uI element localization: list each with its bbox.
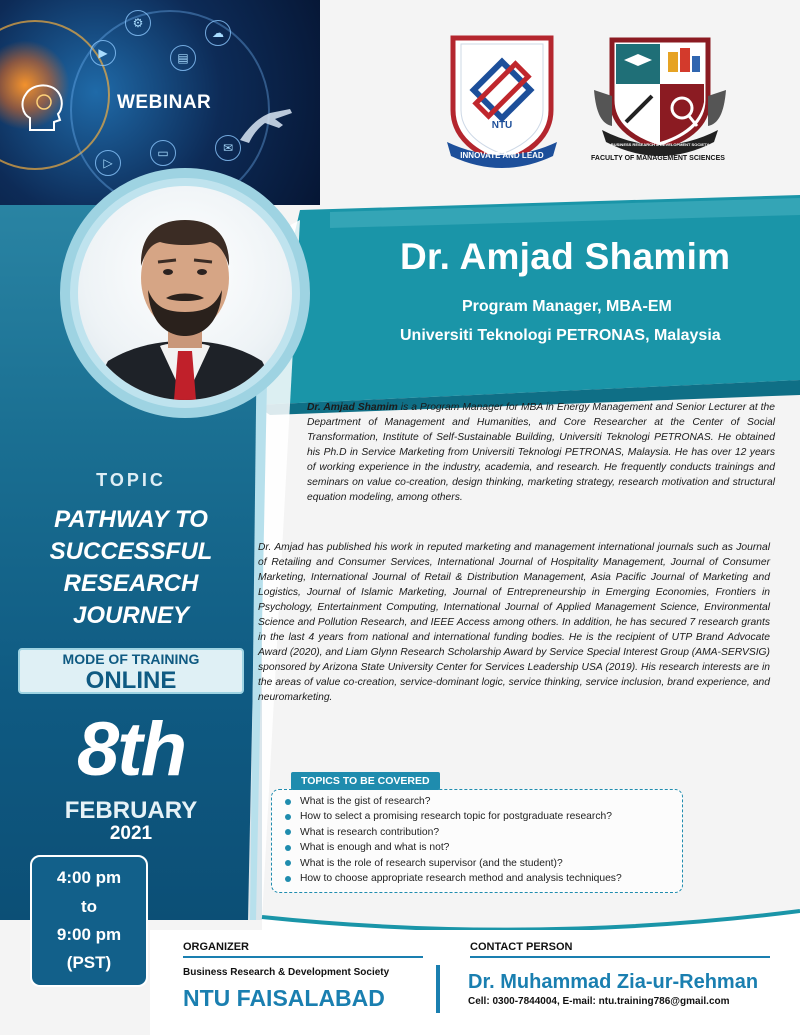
event-day: 8th xyxy=(77,707,185,792)
list-item xyxy=(285,794,622,809)
time-separator: to xyxy=(80,897,98,916)
list-item xyxy=(285,809,622,824)
hand-icon xyxy=(235,95,295,145)
speaker-photo xyxy=(78,186,292,400)
event-month: FEBRUARY xyxy=(64,797,198,824)
video-icon: ▶ xyxy=(90,40,116,66)
webinar-label: WEBINAR xyxy=(117,92,212,113)
topic-title-line: RESEARCH xyxy=(63,570,199,597)
topic-title-line: JOURNEY xyxy=(72,602,190,629)
ntu-logo-text: NTU xyxy=(491,120,513,131)
time-zone: (PST) xyxy=(66,953,112,972)
event-year: 2021 xyxy=(109,823,153,844)
list-item xyxy=(285,825,622,840)
contact-underline xyxy=(470,956,770,958)
fms-caption: FACULTY OF MANAGEMENT SCIENCES xyxy=(591,155,725,162)
chart-icon: ▤ xyxy=(170,45,196,71)
contact-label: CONTACT PERSON xyxy=(470,941,573,953)
contact-name: Dr. Muhammad Zia-ur-Rehman xyxy=(468,971,759,993)
speaker-name: Dr. Amjad Shamim xyxy=(400,236,731,277)
network-icon: ⚙ xyxy=(125,10,151,36)
training-mode-value: ONLINE xyxy=(85,667,177,694)
topic-text: What is research contribution? xyxy=(300,826,440,838)
topic-title-line: SUCCESSFUL xyxy=(49,538,213,565)
topics-title: TOPICS TO BE COVERED xyxy=(291,772,440,790)
contact-info: Cell: 0300-7844004, E-mail: ntu.training786@gmail.com xyxy=(468,996,730,1007)
speaker-portrait-icon xyxy=(78,186,292,400)
monitor-icon: ▭ xyxy=(150,140,176,166)
organizer-name: NTU FAISALABAD xyxy=(183,985,385,1011)
bullet-icon xyxy=(285,845,291,851)
organizer-society: Business Research & Development Society xyxy=(183,967,390,978)
topic-label: TOPIC xyxy=(96,470,166,490)
ntu-logo-motto: INNOVATE AND LEAD xyxy=(460,151,544,160)
organizer-underline xyxy=(183,956,423,958)
topics-list xyxy=(285,794,622,886)
training-mode-label: MODE OF TRAINING xyxy=(62,651,200,667)
list-item xyxy=(285,856,622,871)
bullet-icon xyxy=(285,860,291,866)
bullet-icon xyxy=(285,799,291,805)
speaker-photo-frame xyxy=(60,168,310,418)
list-item xyxy=(285,840,622,855)
bio-speaker-name: Dr. Amjad Shamim xyxy=(307,402,398,413)
organizer-label: ORGANIZER xyxy=(183,941,249,953)
bullet-icon xyxy=(285,814,291,820)
topic-text: What is the role of research supervisor (and the student)? xyxy=(300,857,563,869)
topic-title xyxy=(0,504,262,632)
fms-logo-ribbon: BUSINESS RESEARCH & DEVELOPMENT SOCIETY xyxy=(610,142,710,147)
bullet-icon xyxy=(285,829,291,835)
play-icon: ▷ xyxy=(95,150,121,176)
fms-logo xyxy=(590,30,730,160)
ntu-logo xyxy=(443,30,561,170)
topic-text: How to choose appropriate research method and analysis techniques? xyxy=(300,872,622,884)
bullet-icon xyxy=(285,876,291,882)
topic-title-line: PATHWAY TO xyxy=(54,506,208,533)
topic-text: What is the gist of research? xyxy=(300,796,431,807)
start-time: 4:00 pm xyxy=(56,868,122,887)
speaker-role: Program Manager, MBA-EM xyxy=(462,298,672,315)
bio-paragraph-1-text: is a Program Manager for MBA in Energy Management and Senior Lecturer at the Department of Management and Humanities, and Core Researcher at the Center of Social Transformation, Institute of Self-Sustainable Building, Universiti Teknologi PETRONAS. He obtained his Ph.D in Service Marketing from Universiti Teknologi PETRONAS, Malaysia. He has over 12 years of working experience in the industry, academia, and research. He frequently conducts trainings and seminars on value co-creation, design thinking, marketing strategy, research motivation and structural equation modeling, among others. xyxy=(307,402,775,503)
cloud-icon: ☁ xyxy=(205,20,231,46)
end-time: 9:00 pm xyxy=(56,925,122,944)
brain-head-icon xyxy=(18,80,68,136)
topic-text: What is enough and what is not? xyxy=(300,842,450,854)
topic-text: How to select a promising research topic for postgraduate research? xyxy=(300,811,612,823)
bio-paragraph-1 xyxy=(307,400,775,505)
mail-icon: ✉ xyxy=(215,135,241,161)
footer-divider xyxy=(436,965,440,1013)
speaker-university: Universiti Teknologi PETRONAS, Malaysia xyxy=(400,327,721,344)
list-item xyxy=(285,871,622,886)
bio-paragraph-2: Dr. Amjad has published his work in reputed marketing and management international journals such as Journal of Retailing and Consumer Services, International Journal of Hospitality Management, Journal of Consumer Marketing, International Journal of Retail & Distribution Management, Asia Pacific Journal of Marketing and Logistics, Journal of Islamic Marketing, Journal of Entrepreneurship in Emerging Economies, Frontiers in Psychology, Entertainment Computing, International Journal of Applied Management Science, Environmental Science and Pollution Research, and IEEE Access among others. In addition, he has secured 7 research grants in the last 4 years from national and international funding bodies. He is the recipient of UTP Brand Advocate Award (2020), and Liam Glynn Research Scholarship Award by Service Special Interest Group (AMA-SERVSIG) sponsored by Arizona State University Center for Services Leadership USA (2019). His research interests are in the areas of value co-creation, service-dominant logic, service thinking, service inclusion, brand experience, and neuromarketing. xyxy=(258,542,770,703)
